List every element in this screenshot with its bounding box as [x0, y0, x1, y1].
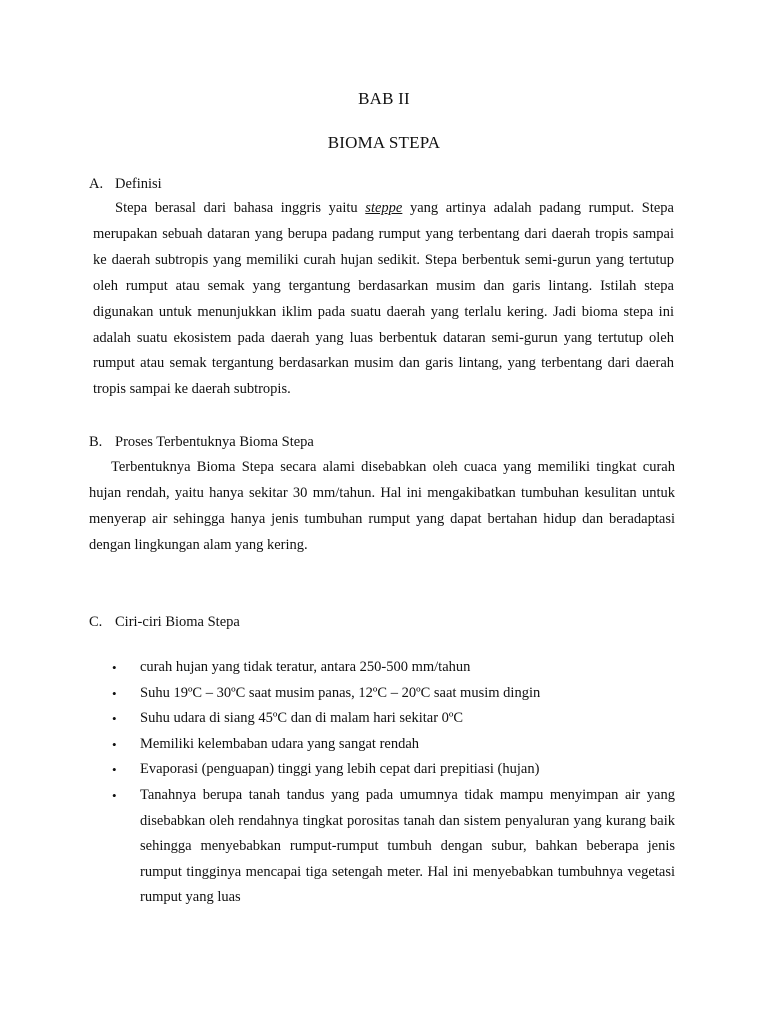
bullet-icon: • — [112, 711, 117, 727]
bullet-icon: • — [112, 736, 117, 752]
bullet-icon: • — [112, 762, 117, 778]
section-a-paragraph — [93, 196, 674, 403]
list-item-text: curah hujan yang tidak teratur, antara 250-500 mm/tahun — [140, 659, 471, 675]
section-c-title: Ciri-ciri Bioma Stepa — [115, 614, 240, 630]
section-c-heading — [89, 613, 240, 631]
list-item — [112, 732, 675, 758]
section-a-title: Definisi — [115, 176, 162, 192]
list-item-text: Suhu udara di siang 45ºC dan di malam hari sekitar 0ºC — [140, 710, 464, 727]
list-item — [112, 681, 675, 707]
section-a-term: steppe — [365, 200, 403, 216]
list-item — [112, 655, 675, 681]
section-b-heading — [89, 433, 314, 451]
list-item — [112, 757, 675, 783]
chapter-label: BAB II — [358, 89, 410, 108]
list-item-text: Tanahnya berupa tanah tandus yang pada umumnya tidak mampu menyimpan air yang disebabkan oleh rendahnya tingkat porositas tanah dan sistem penyaluran yang kurang baik sehingga menyebabkan rumput-rumput tumbuh dengan subur, bahkan beberapa jenis rumput tingginya mencapai tiga setengah meter. Hal ini menyebabkan tumbuhnya vegetasi rumput yang luas — [140, 786, 675, 906]
section-b-title: Proses Terbentuknya Bioma Stepa — [115, 434, 314, 450]
section-b-text: Terbentuknya Bioma Stepa secara alami disebabkan oleh cuaca yang memiliki tingkat curah hujan rendah, yaitu hanya sekitar 30 mm/tahun. Hal ini mengakibatkan tumbuhan kesulitan untuk menyerap air sehingga hanya jenis tumbuhan rumput yang dapat bertahan hidup dan beradaptasi dengan lingkungan alam yang kering. — [89, 459, 675, 553]
list-item — [112, 706, 675, 732]
chapter-title: BIOMA STEPA — [327, 133, 441, 152]
section-b-paragraph — [89, 455, 675, 559]
section-a-text-end: yang artinya adalah padang rumput. Stepa merupakan sebuah dataran yang berupa padang rumput yang terbentang dari daerah tropis sampai ke daerah subtropis yang memiliki curah hujan sedikit. Stepa berbentuk semi-gurun yang tertutup oleh rumput atau semak yang tergantung berdasarkan musim dan garis lintang. Istilah stepa digunakan untuk menunjukkan iklim pada suatu daerah yang terlalu kering. Jadi bioma stepa ini adalah suatu ekosistem pada daerah yang luas berbentuk dataran semi-gurun yang tertutup oleh rumput atau semak tergantung berdasarkan musim dan garis lintang, yang terbentang dari daerah tropis sampai ke daerah subtropis. — [93, 200, 674, 398]
section-b-number: B. — [89, 434, 103, 450]
bullet-icon: • — [112, 787, 117, 803]
section-a-heading — [89, 175, 162, 193]
list-item-text: Memiliki kelembaban udara yang sangat rendah — [140, 735, 420, 752]
list-item — [112, 783, 675, 911]
section-a-text-start: Stepa berasal dari bahasa inggris yaitu — [115, 200, 366, 216]
section-a-number: A. — [89, 176, 104, 192]
characteristics-list — [112, 655, 675, 911]
bullet-icon: • — [112, 685, 117, 701]
list-item-text: Evaporasi (penguapan) tinggi yang lebih cepat dari prepitiasi (hujan) — [140, 761, 540, 778]
section-c-number: C. — [89, 614, 103, 630]
bullet-icon: • — [112, 660, 117, 675]
list-item-text: Suhu 19ºC – 30ºC saat musim panas, 12ºC – 20ºC saat musim dingin — [140, 684, 541, 701]
